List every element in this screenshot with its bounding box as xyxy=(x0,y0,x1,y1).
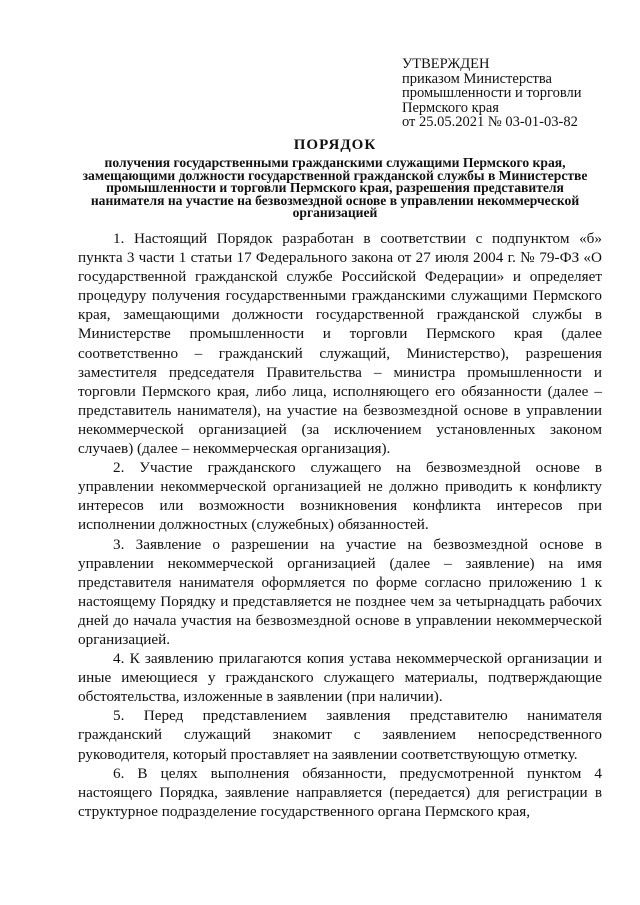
paragraph: 2. Участие гражданского служащего на безвозмездной основе в управлении некоммерческой организацией не должно приводить к конфликту интересов или возможности возникновения конфликта интересов при исполнении должностных (служебных) обязанностей. xyxy=(78,459,602,534)
paragraph: 5. Перед представлением заявления представителю нанимателя гражданский служащий знакомит с заявлением непосредственного руководителя, который проставляет на заявлении соответствующую отметку. xyxy=(78,707,602,763)
paragraph: 3. Заявление о разрешении на участие на безвозмездной основе в управлении некоммерческой организацией (далее – заявление) на имя представителя нанимателя оформляется по форме согласно приложению 1 к настоящему Порядку и представляется не позднее чем за четырнадцать рабочих дней до начала участия на безвозмездной основе в управлении некоммерческой организацией. xyxy=(78,535,602,648)
approval-line: промышленности и торговли xyxy=(402,85,582,101)
approval-date-number: от 25.05.2021 № 03-01-03-82 xyxy=(402,114,578,130)
paragraph: 4. К заявлению прилагаются копия устава некоммерческой организации и иные имеющиеся у гражданского служащего материалы, подтверждающие обстоятельства, изложенные в заявлении (при наличии). xyxy=(78,650,602,706)
approval-heading: УТВЕРЖДЕН xyxy=(402,56,490,72)
document-subtitle: получения государственными гражданскими служащими Пермского края, замещающими должности государственной гражданской службы в Министерстве промышленности и торговли Пермского края, разрешения представителя нанимателя на участие на безвозмездной основе в управлении некоммерческой организацией xyxy=(82,155,588,221)
paragraph: 6. В целях выполнения обязанности, предусмотренной пунктом 4 настоящего Порядка, заявление направляется (передается) для регистрации в структурное подразделение государственного органа Пермского края, xyxy=(78,764,602,820)
paragraph: 1. Настоящий Порядок разработан в соответствии с подпунктом «б» пункта 3 части 1 статьи 17 Федерального закона от 27 июля 2004 г. № 79-ФЗ «О государственной гражданской службе Российской Федерации» и определяет процедуру получения государственными гражданскими служащими Пермского края, замещающими должности государственной гражданской службы в Министерстве промышленности и торговли Пермского края (далее соответственно – гражданский служащий, Министерство), разрешения заместителя председателя Правительства – министра промышленности и торговли Пермского края, либо лица, исполняющего его обязанности (далее – представитель нанимателя), на участие на безвозмездной основе в управлении некоммерческой организацией (за исключением установленных законом случаев) (далее – некоммерческая организация). xyxy=(78,230,602,458)
document-body xyxy=(78,229,602,821)
approval-line: Пермского края xyxy=(402,99,499,116)
approval-line: приказом Министерства xyxy=(402,70,552,87)
document-heading xyxy=(70,137,600,220)
document-title: ПОРЯДОК xyxy=(293,137,377,153)
approval-stamp xyxy=(402,57,582,130)
